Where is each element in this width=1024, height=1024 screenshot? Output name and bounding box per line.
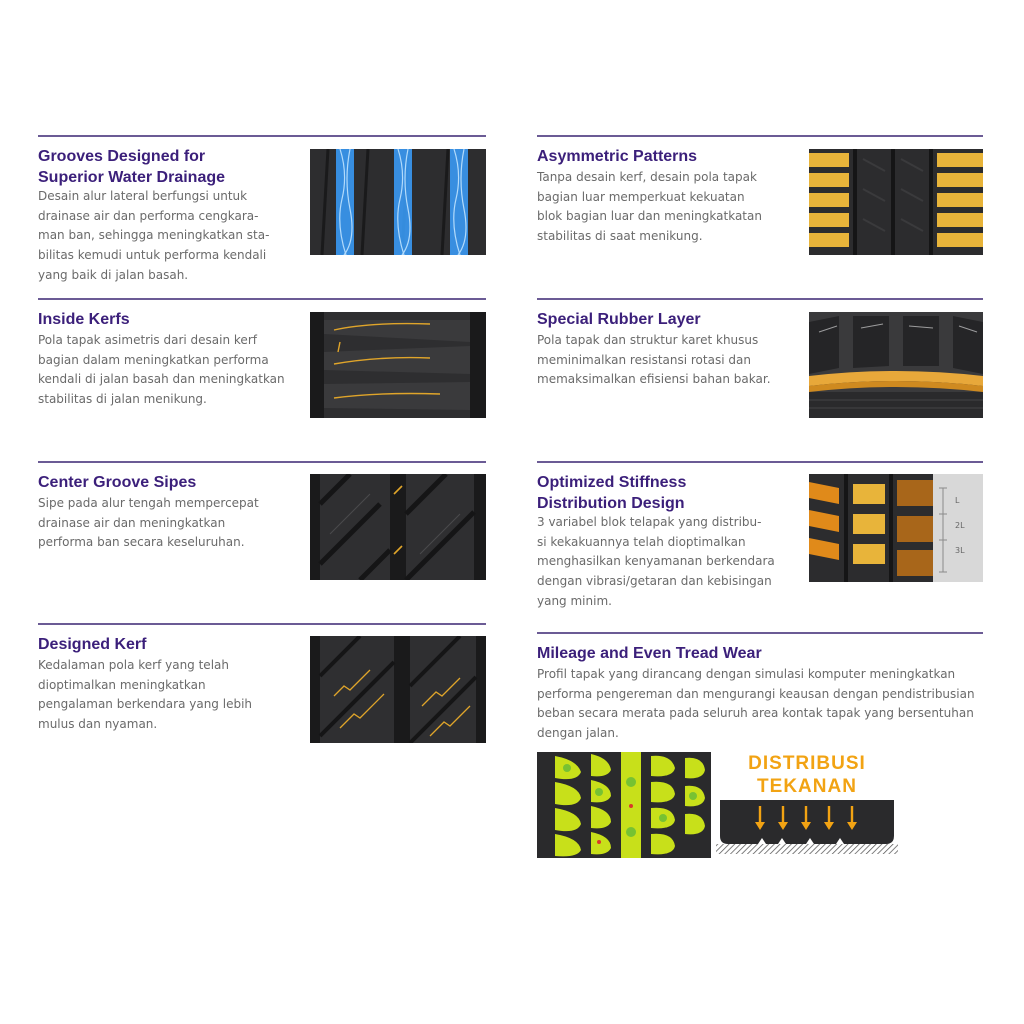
feature-special-rubber-layer [537,298,983,420]
feature-title [537,643,762,664]
feature-title [537,146,697,167]
section-divider [38,623,486,625]
feature-designed-kerf [38,623,486,745]
scale-label: 3L [955,546,965,555]
feature-description: 3 variabel blok telapak yang distribu- si kekakuannya telah dioptimalkan menghasilkan kenyamanan berkendara dengan vibrasi/getaran dan kebisingan yang minim. [537,515,775,608]
feature-title [38,634,146,655]
feature-title [38,472,196,493]
feature-description: Sipe pada alur tengah mempercepat drainase air dan meningkatkan performa ban secara keseluruhan. [38,496,259,550]
feature-mileage-even-wear [537,632,983,860]
title-line: Designed Kerf [38,636,147,653]
section-divider [38,298,486,300]
feature-description: Kedalaman pola kerf yang telah dioptimalkan meningkatkan pengalaman berkendara yang lebih mulus dan nyaman. [38,658,253,732]
section-divider [38,135,486,137]
title-line: Asymmetric Patterns [537,148,698,165]
contact-patch-image [537,752,711,858]
scale-label: L [955,496,960,505]
section-divider [537,461,983,463]
rubber-layer-image [809,312,983,418]
feature-asymmetric-patterns [537,135,983,295]
downward-arrows-icon [716,800,898,860]
feature-title [38,309,130,330]
feature-center-groove-sipes [38,461,486,583]
feature-title [38,146,225,188]
feature-inside-kerfs [38,298,486,420]
feature-title [537,472,686,514]
feature-description: Tanpa desain kerf, desain pola tapak bagian luar memperkuat kekuatan blok bagian luar dan meningkatkatan stabilitas di saat menikung. [537,170,762,244]
title-line: Grooves Designed for [38,148,206,165]
scale-label: 2L [955,521,965,530]
title-line: Special Rubber Layer [537,311,701,328]
feature-description: Pola tapak asimetris dari desain kerf bagian dalam meningkatkan performa kendali di jalan basah dan meningkatkan stabilitas di jalan menikung. [38,333,285,407]
pressure-distribution-graphic [716,750,898,860]
feature-description: Profil tapak yang dirancang dengan simulasi komputer meningkatkan performa pengereman dan mengurangi keausan dengan pendistribusian beban secara merata pada seluruh area kontak tapak yang bersentuhan dengan jalan. [537,667,975,741]
feature-title [537,309,701,330]
title-line: Optimized Stiffness [537,474,687,491]
title-line: Inside Kerfs [38,311,130,328]
title-line: Center Groove Sipes [38,474,197,491]
section-divider [537,632,983,634]
feature-water-drainage [38,135,486,295]
pressure-graphic-title: DISTRIBUSI TEKANAN [748,753,866,797]
section-divider [38,461,486,463]
title-line: Distribution Design [537,495,685,512]
center-groove-sipes-image [310,474,486,580]
title-line: Superior Water Drainage [38,169,226,186]
feature-description: Pola tapak dan struktur karet khusus meminimalkan resistansi rotasi dan memaksimalkan efisiensi bahan bakar. [537,333,771,387]
section-divider [537,135,983,137]
feature-description: Desain alur lateral berfungsi untuk drainase air dan performa cengkara- man ban, sehingga meningkatkan sta- bilitas kemudi untuk performa kendali yang baik di jalan basah. [38,189,270,282]
section-divider [537,298,983,300]
feature-optimized-stiffness [537,461,983,621]
inside-kerfs-image [310,312,486,418]
title-line: Mileage and Even Tread Wear [537,645,762,662]
designed-kerf-image [310,636,486,743]
stiffness-distribution-image [809,474,983,582]
asymmetric-pattern-image [809,149,983,255]
water-drainage-tread-image [310,149,486,255]
